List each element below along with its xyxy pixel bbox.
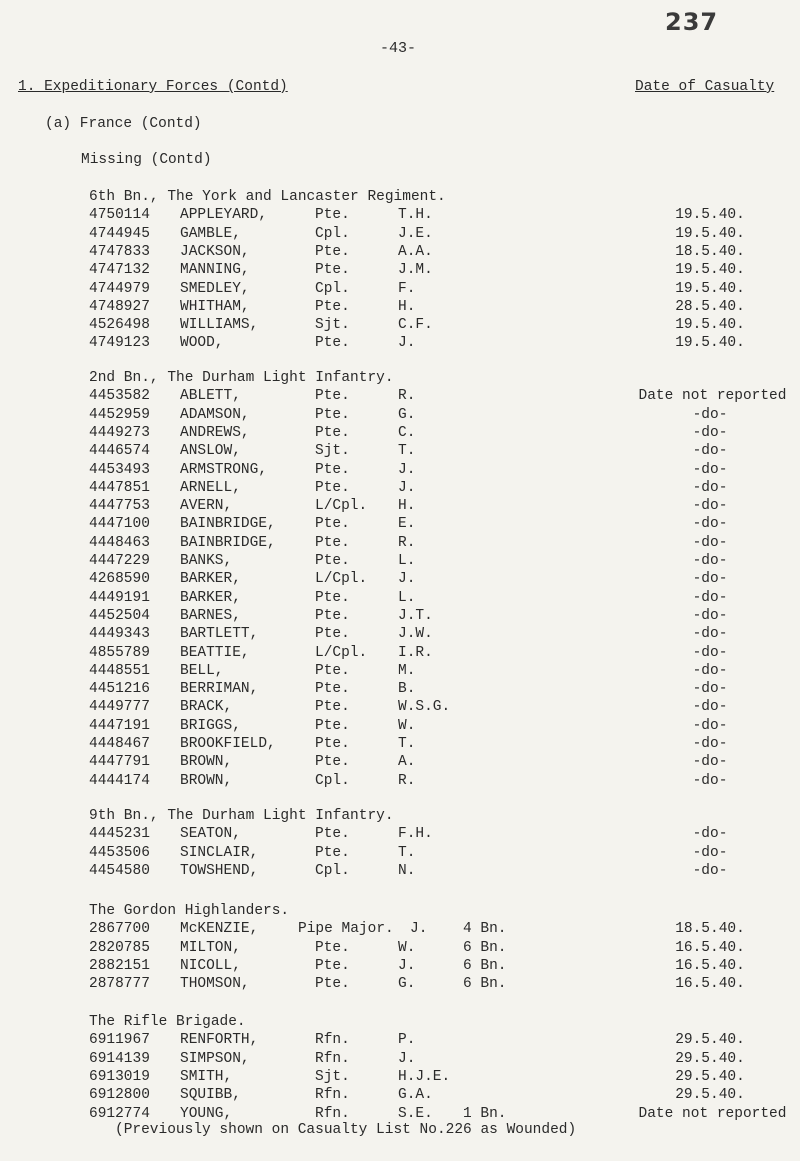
initials: J.T.	[398, 607, 433, 624]
casualty-date: -do-	[692, 717, 728, 734]
rank: Pte.	[315, 939, 350, 956]
casualty-date: -do-	[692, 516, 728, 533]
casualty-date: 18.5.40.	[675, 243, 745, 260]
surname: SEATON,	[180, 826, 241, 843]
unit-heading: 6th Bn., The York and Lancaster Regiment.	[89, 189, 446, 205]
rank: Cpl.	[315, 772, 350, 789]
rank: Pte.	[315, 406, 350, 423]
casualty-date: 19.5.40.	[675, 317, 745, 334]
casualty-date: -do-	[692, 862, 728, 879]
surname: BANKS,	[180, 553, 233, 569]
service-number: 4448467	[89, 736, 150, 752]
rank: L/Cpl.	[315, 498, 368, 515]
casualty-date: -do-	[692, 406, 728, 423]
casualty-date: 29.5.40.	[675, 1068, 745, 1085]
surname: JACKSON,	[180, 243, 250, 260]
rank: Pte.	[315, 262, 350, 279]
battalion: 6 Bn.	[463, 976, 507, 993]
initials: E.	[398, 516, 416, 533]
initials: T.	[398, 844, 416, 861]
surname: McKENZIE,	[180, 921, 259, 938]
rank: Pte.	[315, 699, 350, 716]
casualty-date: 16.5.40.	[675, 957, 745, 974]
service-number: 4453582	[89, 388, 150, 405]
rank: Cpl.	[315, 225, 350, 242]
service-number: 4268590	[89, 571, 150, 588]
rank: Sjt.	[315, 317, 350, 334]
rank: Pte.	[315, 754, 350, 771]
surname: ADAMSON,	[180, 406, 250, 423]
casualty-date: -do-	[692, 443, 728, 460]
surname: GAMBLE,	[180, 225, 241, 242]
rank: Pte.	[315, 844, 350, 861]
surname: WILLIAMS,	[180, 317, 259, 334]
service-number: 4446574	[89, 443, 150, 460]
surname: SQUIBB,	[180, 1087, 241, 1104]
initials: G.	[398, 406, 416, 423]
casualty-date: -do-	[692, 772, 728, 789]
unit-heading: 9th Bn., The Durham Light Infantry.	[89, 808, 394, 824]
casualty-date: 19.5.40.	[675, 335, 745, 352]
service-number: 4444174	[89, 772, 150, 789]
initials: R.	[398, 388, 416, 405]
initials: M.	[398, 662, 416, 679]
initials: J.	[398, 479, 416, 496]
surname: ANDREWS,	[180, 424, 250, 441]
casualty-date: -do-	[692, 534, 728, 551]
rank: Pte.	[315, 534, 350, 551]
rank: Pte.	[315, 717, 350, 734]
rank: Pte.	[315, 589, 350, 606]
rank: Cpl.	[315, 280, 350, 297]
rank: Pte.	[315, 957, 350, 974]
rank: Pte.	[315, 826, 350, 843]
surname: ARMSTRONG,	[180, 461, 268, 478]
casualty-date: 28.5.40.	[675, 298, 745, 315]
casualty-date: 19.5.40.	[675, 280, 745, 297]
initials: W.	[398, 939, 416, 956]
initials: T.	[398, 443, 416, 460]
initials: S.E.	[398, 1105, 433, 1122]
service-number: 4447100	[89, 516, 150, 533]
footnote: (Previously shown on Casualty List No.226 as Wounded)	[115, 1121, 577, 1138]
surname: THOMSON,	[180, 976, 250, 993]
initials: W.S.G.	[398, 699, 451, 716]
initials: T.H.	[398, 207, 433, 224]
service-number: 4447191	[89, 717, 150, 734]
service-number: 4747833	[89, 243, 150, 260]
service-number: 4526498	[89, 317, 150, 334]
initials: H.J.E.	[398, 1068, 451, 1085]
casualty-date: -do-	[692, 553, 728, 569]
casualty-date: -do-	[692, 699, 728, 716]
initials: J.	[398, 461, 416, 478]
initials: W.	[398, 717, 416, 734]
surname: BRIGGS,	[180, 717, 241, 734]
rank: Pte.	[315, 607, 350, 624]
folio-number: 237	[665, 8, 719, 36]
initials: B.	[398, 681, 416, 698]
page-number: -43-	[380, 40, 417, 57]
surname: SINCLAIR,	[180, 844, 259, 861]
initials: G.A.	[398, 1087, 433, 1104]
rank: Pte.	[315, 388, 350, 405]
rank: Pte.	[315, 298, 350, 315]
rank: Rfn.	[315, 1032, 350, 1049]
service-number: 4855789	[89, 644, 150, 661]
service-number: 4750114	[89, 207, 150, 224]
rank: Rfn.	[315, 1087, 350, 1104]
service-number: 6912774	[89, 1105, 150, 1122]
service-number: 4747132	[89, 262, 150, 279]
surname: ABLETT,	[180, 388, 241, 405]
initials: L.	[398, 553, 416, 569]
initials: J.	[398, 571, 416, 588]
service-number: 4448551	[89, 662, 150, 679]
surname: BAINBRIDGE,	[180, 534, 276, 551]
casualty-date: Date not reported	[638, 388, 787, 405]
casualty-date: -do-	[692, 571, 728, 588]
surname: BROOKFIELD,	[180, 736, 276, 752]
service-number: 2882151	[89, 957, 150, 974]
rank: Pte.	[315, 479, 350, 496]
casualty-date: -do-	[692, 479, 728, 496]
service-number: 6911967	[89, 1032, 150, 1049]
rank: Pte.	[315, 516, 350, 533]
date-column-heading: Date of Casualty	[635, 79, 775, 95]
service-number: 4449777	[89, 699, 150, 716]
initials: J.	[410, 921, 428, 938]
service-number: 2820785	[89, 939, 150, 956]
surname: MILTON,	[180, 939, 241, 956]
surname: BAINBRIDGE,	[180, 516, 276, 533]
surname: SMEDLEY,	[180, 280, 250, 297]
surname: WHITHAM,	[180, 298, 250, 315]
surname: BARKER,	[180, 589, 241, 606]
service-number: 4447229	[89, 553, 150, 569]
service-number: 4453506	[89, 844, 150, 861]
service-number: 4744979	[89, 280, 150, 297]
service-number: 4449273	[89, 424, 150, 441]
initials: T.	[398, 736, 416, 752]
surname: BARTLETT,	[180, 626, 259, 643]
casualty-date: -do-	[692, 754, 728, 771]
initials: G.	[398, 976, 416, 993]
rank: Pte.	[315, 681, 350, 698]
service-number: 4749123	[89, 335, 150, 352]
casualty-date: 29.5.40.	[675, 1032, 745, 1049]
casualty-date: -do-	[692, 461, 728, 478]
rank: Pte.	[315, 335, 350, 352]
initials: P.	[398, 1032, 416, 1049]
rank: Rfn.	[315, 1105, 350, 1122]
surname: AVERN,	[180, 498, 233, 515]
service-number: 4448463	[89, 534, 150, 551]
service-number: 4449191	[89, 589, 150, 606]
rank: Pte.	[315, 207, 350, 224]
initials: J.	[398, 1050, 416, 1067]
rank: Pte.	[315, 553, 350, 569]
rank: L/Cpl.	[315, 644, 368, 661]
service-number: 4454580	[89, 862, 150, 879]
service-number: 4449343	[89, 626, 150, 643]
casualty-date: 18.5.40.	[675, 921, 745, 938]
surname: BROWN,	[180, 754, 233, 771]
service-number: 2878777	[89, 976, 150, 993]
service-number: 2867700	[89, 921, 150, 938]
rank: Pte.	[315, 461, 350, 478]
surname: ARNELL,	[180, 479, 241, 496]
initials: L.	[398, 589, 416, 606]
casualty-date: 19.5.40.	[675, 262, 745, 279]
unit-heading: The Gordon Highlanders.	[89, 903, 290, 919]
rank: Pte.	[315, 424, 350, 441]
initials: I.R.	[398, 644, 433, 661]
initials: J.E.	[398, 225, 433, 242]
service-number: 4748927	[89, 298, 150, 315]
battalion: 6 Bn.	[463, 957, 507, 974]
surname: SMITH,	[180, 1068, 233, 1085]
unit-heading: The Rifle Brigade.	[89, 1014, 246, 1030]
surname: BARNES,	[180, 607, 241, 624]
initials: F.	[398, 280, 416, 297]
initials: H.	[398, 298, 416, 315]
battalion: 4 Bn.	[463, 921, 507, 938]
initials: C.	[398, 424, 416, 441]
casualty-date: -do-	[692, 681, 728, 698]
casualty-date: 29.5.40.	[675, 1087, 745, 1104]
service-number: 4447753	[89, 498, 150, 515]
rank: Pipe Major.	[298, 921, 394, 938]
casualty-date: Date not reported	[638, 1105, 787, 1122]
unit-heading: 2nd Bn., The Durham Light Infantry.	[89, 370, 394, 386]
service-number: 6912800	[89, 1087, 150, 1104]
service-number: 4453493	[89, 461, 150, 478]
battalion: 6 Bn.	[463, 939, 507, 956]
rank: Rfn.	[315, 1050, 350, 1067]
initials: R.	[398, 772, 416, 789]
service-number: 4452504	[89, 607, 150, 624]
service-number: 6914139	[89, 1050, 150, 1067]
casualty-date: -do-	[692, 498, 728, 515]
casualty-date: -do-	[692, 589, 728, 606]
surname: BROWN,	[180, 772, 233, 789]
casualty-date: -do-	[692, 844, 728, 861]
surname: BRACK,	[180, 699, 233, 716]
casualty-date: 16.5.40.	[675, 939, 745, 956]
casualty-date: 19.5.40.	[675, 207, 745, 224]
section-heading: 1. Expeditionary Forces (Contd)	[18, 79, 288, 95]
surname: WOOD,	[180, 335, 224, 352]
surname: BEATTIE,	[180, 644, 250, 661]
rank: L/Cpl.	[315, 571, 368, 588]
casualty-date: 19.5.40.	[675, 225, 745, 242]
casualty-date: -do-	[692, 626, 728, 643]
surname: TOWSHEND,	[180, 862, 259, 879]
rank: Cpl.	[315, 862, 350, 879]
surname: NICOLL,	[180, 957, 241, 974]
rank: Pte.	[315, 976, 350, 993]
casualty-date: -do-	[692, 826, 728, 843]
service-number: 4744945	[89, 225, 150, 242]
casualty-date: -do-	[692, 736, 728, 752]
initials: J.	[398, 957, 416, 974]
rank: Sjt.	[315, 443, 350, 460]
surname: SIMPSON,	[180, 1050, 250, 1067]
surname: YOUNG,	[180, 1105, 233, 1122]
initials: C.F.	[398, 317, 433, 334]
surname: BERRIMAN,	[180, 681, 259, 698]
surname: BARKER,	[180, 571, 241, 588]
casualty-date: -do-	[692, 662, 728, 679]
casualty-date: -do-	[692, 424, 728, 441]
initials: N.	[398, 862, 416, 879]
service-number: 4451216	[89, 681, 150, 698]
casualty-date: 29.5.40.	[675, 1050, 745, 1067]
initials: J.W.	[398, 626, 433, 643]
casualty-date: -do-	[692, 607, 728, 624]
battalion: 1 Bn.	[463, 1105, 507, 1122]
initials: H.	[398, 498, 416, 515]
initials: A.	[398, 754, 416, 771]
initials: J.M.	[398, 262, 433, 279]
initials: F.H.	[398, 826, 433, 843]
rank: Pte.	[315, 626, 350, 643]
service-number: 4452959	[89, 406, 150, 423]
service-number: 4445231	[89, 826, 150, 843]
rank: Sjt.	[315, 1068, 350, 1085]
casualty-date: -do-	[692, 644, 728, 661]
service-number: 4447791	[89, 754, 150, 771]
initials: R.	[398, 534, 416, 551]
rank: Pte.	[315, 662, 350, 679]
category-heading: Missing (Contd)	[81, 152, 212, 168]
subsection-heading: (a) France (Contd)	[45, 116, 202, 132]
surname: RENFORTH,	[180, 1032, 259, 1049]
surname: APPLEYARD,	[180, 207, 268, 224]
rank: Pte.	[315, 243, 350, 260]
service-number: 4447851	[89, 479, 150, 496]
rank: Pte.	[315, 736, 350, 752]
service-number: 6913019	[89, 1068, 150, 1085]
surname: BELL,	[180, 662, 224, 679]
initials: A.A.	[398, 243, 433, 260]
casualty-date: 16.5.40.	[675, 976, 745, 993]
initials: J.	[398, 335, 416, 352]
surname: ANSLOW,	[180, 443, 241, 460]
surname: MANNING,	[180, 262, 250, 279]
